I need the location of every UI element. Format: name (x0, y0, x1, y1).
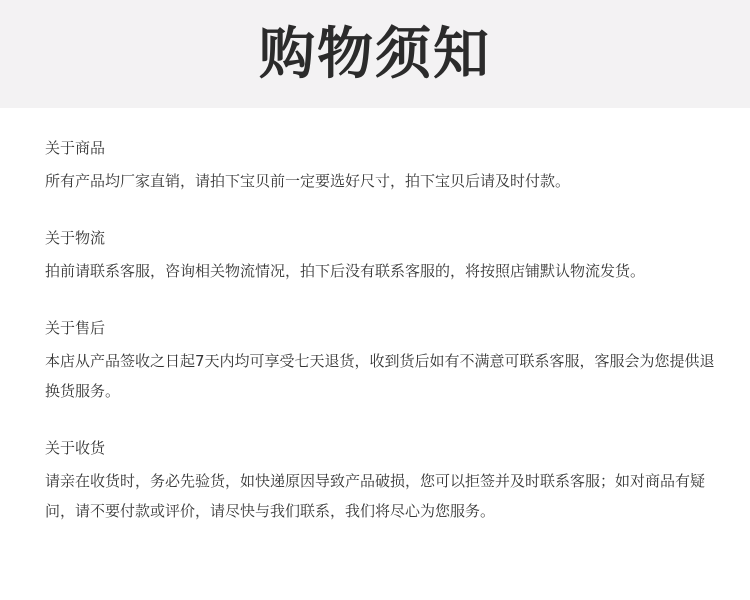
page-header (0, 0, 750, 108)
notice-content (0, 108, 750, 600)
page-title: 购物须知 (259, 22, 491, 87)
section-body: 请亲在收货时，务必先验货，如快递原因导致产品破损，您可以拒签并及时联系客服；如对商品有疑问，请不要付款或评价，请尽快与我们联系，我们将尽心为您服务。 (45, 472, 706, 520)
section-after-sales (45, 316, 715, 406)
section-product (45, 136, 715, 196)
section-body: 所有产品均厂家直销，请拍下宝贝前一定要选好尺寸，拍下宝贝后请及时付款。 (45, 172, 571, 190)
section-receiving (45, 436, 715, 526)
section-title: 关于商品 (45, 139, 106, 157)
section-title: 关于售后 (45, 319, 106, 337)
section-body: 拍前请联系客服，咨询相关物流情况，拍下后没有联系客服的，将按照店铺默认物流发货。 (45, 262, 646, 280)
section-logistics (45, 226, 715, 286)
section-title: 关于收货 (45, 439, 106, 457)
section-title: 关于物流 (45, 229, 106, 247)
section-body: 本店从产品签收之日起7天内均可享受七天退货，收到货后如有不满意可联系客服，客服会为您提供退换货服务。 (45, 352, 715, 400)
